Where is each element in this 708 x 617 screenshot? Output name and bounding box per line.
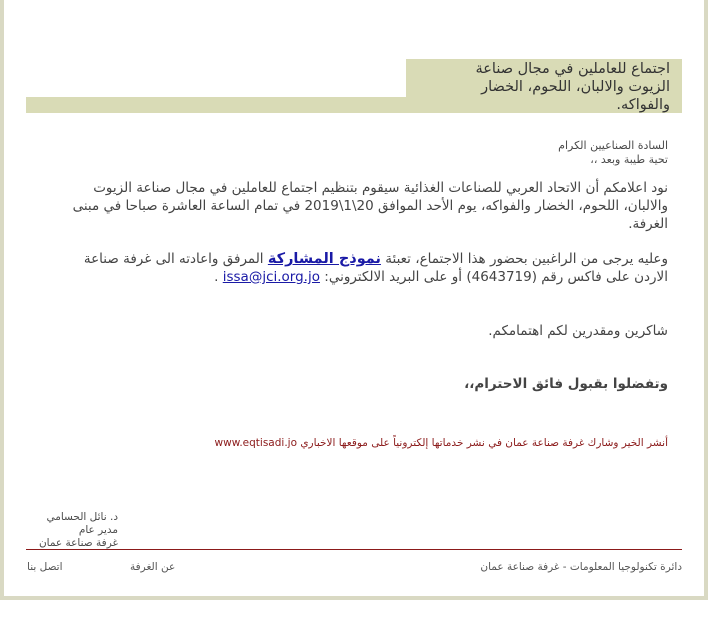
title-line: الزيوت والالبان، اللحوم، الخضار	[481, 79, 670, 95]
salutation-line: تحية طيبة وبعد ،،	[590, 153, 668, 166]
instructions-paragraph	[48, 250, 668, 286]
title-line: اجتماع للعاملين في مجال صناعة	[475, 61, 670, 77]
contact-link[interactable]: اتصل بنا	[27, 561, 63, 573]
title-banner-cutout	[26, 59, 406, 97]
thanks-text: شاكرين ومقدرين لكم اهتمامكم.	[488, 323, 668, 339]
instructions-text: .	[214, 269, 223, 285]
instructions-text: المرفق واعادته الى غرفة صناعة الاردن على فاكس رقم (4643719) أو على البريد الالكتروني:	[83, 251, 668, 285]
announcement-paragraph: نود اعلامكم أن الاتحاد العربي للصناعات الغذائية سيقوم بتنظيم اجتماع للعاملين في مجال صناعة الزيوت والالبان، اللحوم، الخضار والفواكه، يوم الأحد الموافق 20\1\2019 في تمام الساعة العاشرة صباحا في مبنى الغرفة.	[72, 180, 668, 232]
footer-department: دائرة تكنولوجيا المعلومات - غرفة صناعة عمان	[480, 561, 682, 573]
participation-form-link[interactable]: نموذج المشاركة	[267, 251, 381, 267]
footer-divider	[26, 549, 682, 550]
instructions-text: وعليه يرجى من الراغبين بحضور هذا الاجتماع، تعبئة	[380, 251, 668, 267]
promo-message: أنشر الخير وشارك غرفة صناعة عمان في نشر خدماتها إلكترونياً على موقعها الاخباري	[297, 437, 668, 449]
about-link[interactable]: عن الغرفة	[130, 561, 176, 573]
page-title	[390, 60, 670, 114]
closing-text: وتفضلوا بقبول فائق الاحترام،،	[464, 376, 668, 392]
signature-org: غرفة صناعة عمان	[38, 537, 118, 549]
signature	[26, 511, 118, 550]
salutation	[558, 139, 668, 167]
signature-name: د. نائل الحسامي	[46, 511, 118, 523]
promo-text	[138, 437, 668, 449]
title-line: والفواكه.	[616, 97, 670, 113]
news-site-link[interactable]: www.eqtisadi.jo	[214, 437, 297, 449]
email-link[interactable]: issa@jci.org.jo	[222, 269, 320, 285]
signature-role: مدير عام	[78, 524, 118, 536]
salutation-line: السادة الصناعيين الكرام	[558, 139, 668, 152]
